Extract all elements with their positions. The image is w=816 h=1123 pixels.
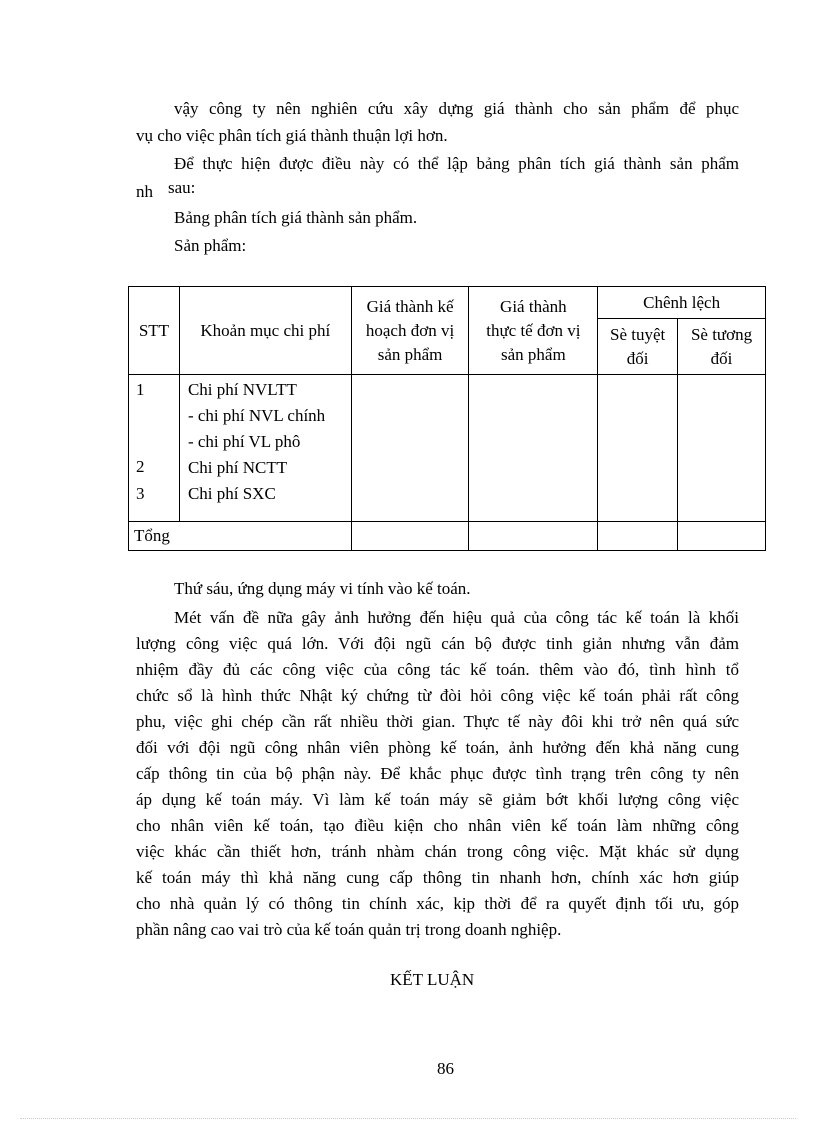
total-label: Tổng [129, 522, 352, 551]
body-line: việc khác cần thiết hơn, tránh nhàm chán trong công việc. Mặt khác sử dụng [136, 842, 739, 861]
empty-cell [351, 375, 469, 522]
body-line: cấp thông tin của bộ phận này. Để khắc phục được tình trạng trên công ty nên [136, 764, 739, 783]
intro-line-4a: nh [136, 182, 153, 201]
item-sxc: Chi phí SXC [187, 484, 276, 503]
empty-cell [598, 522, 678, 551]
header-cost-item: Khoản mục chi phí [179, 287, 351, 375]
body-line: lượng công việc quá lớn. Với đội ngũ cán bộ được tinh giản nhưng vẫn đảm [136, 634, 739, 653]
intro-line-2: vụ cho việc phân tích giá thành thuận lợi hơn. [136, 126, 448, 145]
intro-line-1: vậy công ty nên nghiên cứu xây dựng giá thành cho sản phẩm để phục [174, 99, 739, 118]
stt-cell: 1 2 3 [129, 375, 180, 522]
paragraph-heading: Thứ sáu, ứng dụng máy vi tính vào kế toán. [174, 579, 471, 598]
empty-cell [351, 522, 469, 551]
empty-cell [678, 522, 766, 551]
empty-cell [469, 522, 598, 551]
table-caption: Bảng phân tích giá thành sản phẩm. [174, 208, 418, 227]
footer-divider [20, 1118, 796, 1119]
body-line: cho nhà quản lý có thông tin chính xác, kịp thời để ra quyết định tối ưu, góp [136, 894, 739, 913]
item-nvltt: Chi phí NVLTT [187, 380, 297, 399]
product-label: Sản phẩm: [174, 236, 247, 255]
page-number: 86 [437, 1059, 454, 1078]
body-line: áp dụng kế toán máy. Vì làm kế toán máy sẽ giảm bớt khối lượng công việc [136, 790, 739, 809]
body-line: phần nâng cao vai trò của kế toán quản trị trong doanh nghiệp. [136, 920, 562, 939]
item-nvl-chinh: - chi phí NVL chính [187, 406, 326, 425]
cost-items-cell [179, 375, 351, 522]
body-line: kế toán máy thì khả năng cung cấp thông tin nhanh hơn, chính xác hơn giúp [136, 868, 739, 887]
item-ncct: Chi phí NCTT [187, 458, 288, 477]
header-relative: Sè tương đối [678, 319, 766, 375]
body-line: cho nhân viên kế toán, tạo điều kiện cho nhân viên kế toán làm những công [136, 816, 739, 835]
item-vl-pho: - chi phí VL phô [187, 432, 301, 451]
empty-cell [598, 375, 678, 522]
body-line: phu, việc ghi chép cần rất nhiều thời gian. Thực tế này đôi khi trở nên quá sức [136, 712, 739, 731]
intro-line-4b: sau: [168, 178, 196, 197]
intro-line-3: Để thực hiện được điều này có thể lập bảng phân tích giá thành sản phẩm [174, 154, 739, 173]
section-heading: KẾT LUẬN [390, 970, 475, 989]
header-actual-cost: Giá thành thực tế đơn vị sản phẩm [469, 287, 598, 375]
body-line: nhiệm đầy đủ các công việc của công tác kế toán. thêm vào đó, tình hình tổ [136, 660, 739, 679]
header-planned-cost: Giá thành kế hoạch đơn vị sản phẩm [351, 287, 469, 375]
body-line: chức sổ là hình thức Nhật ký chứng từ đòi hỏi công việc kế toán phải rất công [136, 686, 739, 705]
header-stt: STT [129, 287, 180, 375]
body-line: Mét vấn đề nữa gây ảnh hưởng đến hiệu quả của công tác kế toán là khối [174, 608, 739, 627]
empty-cell [678, 375, 766, 522]
cost-analysis-table [128, 286, 766, 551]
header-absolute: Sè tuyệt đối [598, 319, 678, 375]
header-difference: Chênh lệch [598, 287, 766, 319]
empty-cell [469, 375, 598, 522]
body-line: đối với đội ngũ công nhân viên phòng kế toán, ảnh hưởng đến khả năng cung [136, 738, 739, 757]
